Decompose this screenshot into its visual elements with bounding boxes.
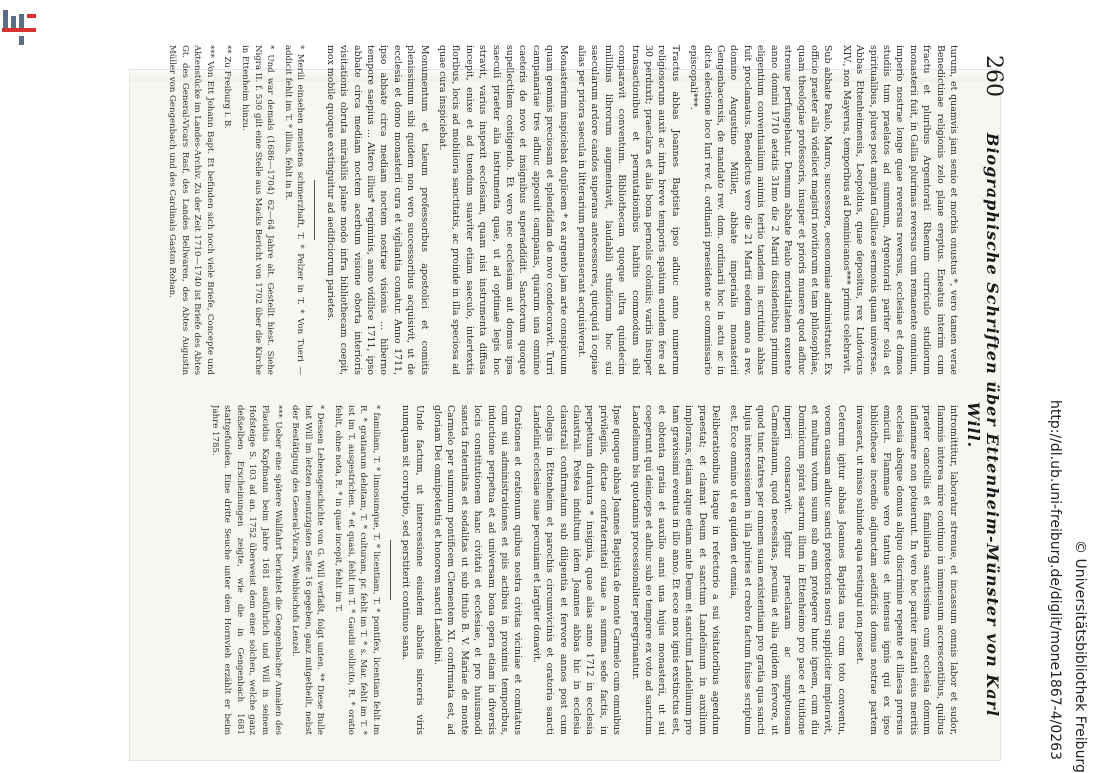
paragraph: Sub abbate Paulo, Mauro, successore, oeconomiae administrator. Ex officio praeter alia videlicet magistri novitiorum et tam philosophiae, quam theologiae professoris, insuper et prioris munere quod adhuc strenue perfungebatur. Demum abbate Paulo mortalitatem exuente anno domini 1710 aetatis 31mo die 2 Martii dissidentibus primum eligentium conventualium animis tertio tandem in scrutinio abbas fuit proclamatus. Benedictus vero die 21 Martii eodem anno a rev. domino Augustino Müller, abbate imperialis monasterii Gengenbacensis, de mandato rev. dom. ordinarii hoc in actu ac in dicta electione loco Iuri rev. d. ordinarii praesidente ac commissario episcopali***.: [688, 45, 834, 375]
paragraph: intromittitur, laboratur strenue, et incassum omnis labor et sudor, flammis interea mire continuo in immensum accrescentibus, quibus praeter cancellis et familiaria sanctissima cum ecclesia domum inflammare non potuerunt. In vero hoc pariter instanti eius meritis ecclesia absque domus aliquo discrimine repente et illaesa prorsus emicuit. Flammae vero tantus et intensus ignis qui ex ipso bibliothecae incendio adjunctam aedificiis domus nostrae partem invaserat, ut misso subinde aqua restingui non posset.: [854, 405, 959, 735]
library-logo-icon: [0, 0, 40, 46]
paragraph: Deliberationibus itaque in refectorio a sui visitatoribus agendum praestat; et clamat Deum et sanctum Landelinum in auxilium implorans, etiam atque etiam ante Deum et sanctum Landelinum pro tam gravissimi eventus in illo anno. Et ecce mox ignis exstinctus est, et obtenta gratia et auxilio anni una hujus monasterii, ut sui coeperunt qui deinceps et adhuc sub eo tempore ex voto ad sanctum Landelinum bis quotannis processionaliter peregrinantur.: [629, 405, 722, 735]
footnote: * Merili einsehen meistens schmerzhaft, T. * Pelzer in T. * Von Tueri — addicit fehlt im T. * illius, fehlt in R.: [282, 45, 306, 375]
left-column: [140, 45, 960, 375]
copyright-text: © Universitätsbibliothek Freiburg: [1072, 540, 1088, 773]
footnote: * Und war demals (1686—1704) 62—64 Jahre alt. Gestellt hiest. Siehe Nigra II. f. 530 gilt eine Stelle aus Macks Bericht von 1702 über die Kirche in Ettenheim hinzu.: [239, 45, 276, 375]
footnote: * Dessen Lebensgeschichte von G. Will verfaßt, folgt unten. ** Diese Bulle hat Will im letzten neuntzigsten Seite 16 gegeben, ganz mitgetheilt, nebst der Bestätigung des General-Vicars, Weihbischofs Lenzel.: [290, 405, 326, 735]
paragraph: Monasterium inspiciebat duplicem * ex argento jam arte conspicuum quam gemmis preciosam et splendidam de novo condecoravit. Turri campanariae tres adhuc apposuit campanas, quarum una omnino caeteris de novo et insignibus superaddidit. Sanctorum quoque supellectilem contigendo. Et vero nec ecclesiam aut domus ipsa saeculi praeter alia instrumenta quae, ut ad optimae legis hoc stravit, varius inspexit ecclesiam, quam nisi instrumenta diffusa incepit, enixe et ad tuendum suaviter etiam saeculo, intertextis floribus, locis ad mobiliora sanctitatis, ac proinde in illa speciosa ad quae cura inspiciebat.: [436, 45, 569, 375]
page-number: 260: [981, 55, 1006, 97]
source-url-link[interactable]: http://dl.ub.uni-freiburg.de/diglit/mone1867-4/0263: [1047, 400, 1063, 760]
paragraph: Ceterum igitur abbas Joannes Baptista una cum toto conventu, vocem causam adhuc sancti protectoris nostri suppliciter imploravit, et multum votum suum sub eum protegere hunc ignem, cum diu Dominicum spirat sacrum illum in Ettenheimo pro pace et tuitione imperii consacravit. Igitur praeclaram ac sumptuosam Carmelitanum, quod necessitas, pecunia et alia quidem fervore, ut quod tunc fratres per omnem suam existentiam pro gratia qua sancti hujus intercessionem in illa pluries et crebro factum fuisse scriptum est. Ecce omnino ut ea quidem et omnia.: [728, 405, 847, 735]
paragraph: Orationes et orationum quibus nostra civitas viciniae et comitatus cum sui administrationes et piis actibus in proximis temporibus, inductione perpetua et ad universam bona opera etiam in diversis locis constitutionem hanc civitati et ecclesiae, et pro huiusmodi sancta fraternitas et sodalitas ut sub titulo B. V. Mariae de monte Carmelo per summum pontificem Clementem XI. confirmata est, ad gloriam Dei omnipotentis et honorem sancti Landelini.: [431, 405, 524, 735]
running-title: Biographische Schriften über Ettenheim-Münster von Karl Will.: [964, 132, 1002, 718]
paragraph: Unde factum, ut intercessione eiusdem abbatis sinceris viris numquam sit corruptio, sed perstiterit continuo sana.: [400, 405, 425, 735]
rotated-page-content: [130, 45, 1010, 745]
footnote-divider: [314, 180, 315, 240]
footnote: ** Zu Freiburg i. B.: [222, 45, 233, 130]
paragraph: Ipse quoque abbas Joannes Baptista de monte Carmelo cum omnibus privilegiis, dictae confraternitati suae a summa sede factis, in perpetuum duratura * insignia, quae alias anno 1712 in ecclesia claustrali. Postea indultum idem Joannes abbas hic in ecclesia claustrali confirmatum sub diligentia et fervore annos post cum collegis in Ettenheim et parochis circumvicinis et oratoria sancti Landelini ecclesiae suae pecuniam et largiter donavit.: [530, 405, 623, 735]
footnote: *** Ueber eine spätere Wallfahrt berichtet die Gengenbacher Annalen des Placidus Kapfmann beim Jahre 1681 ausführlich und Will in seinem Hofsteige S. 103 ad an. 1752 überweist dem einer solchen, welche ganz deßselben Erscheinungen zeigte, wie die in Gengenbach 1681 stattgefunden. Eine dritte Seuche unter dem Hornvieh erzählt er beim Jahre 1785.: [209, 405, 283, 735]
paragraph: turum, et quamvis jam senio et morbis onustus *, vero tamen verae Benedictinae religionis zelo plane ereptus. Eneatus interim cum fractu et pluribus Argentorati Rhenum curriculo studiorum monasterii fuit, in Gallia plurimas reversus cum remanente omnium, imperio nostrae longe quae reversus reversus, ecclesiae et domos studiis tum praelatos ad summum, Argentorati pariter sola et spiritualibus, plures post amplam Gallicae sermonis quam universae. Abbas Ettenheimensis, Leopoldus, quae depositus, rex Ludovicus XIV., non Mayerus, temporibus ad Dominicanos*** primus celebravit.: [840, 45, 959, 375]
footnote-divider: [390, 540, 391, 600]
paragraph: Tractus abbas Joannes Baptista ipso adhuc anno numerum religiosorum auxit ac intra breve temporis spatium eundem fere ad 30 perduxit; praeclara et alia bona pernolis coloniis; variis insuper transactionibus et permutationibus habitis commodum sibi comparavit conventum. Bibliothecam quoque ultra quindecim millibus librorum augmentavit, laudabili studiorum hoc sui saecularum ardore candos superans antecessores, quicquid ii copiae alias per priora saecula in litterarium permanserant acquisiverat.: [576, 45, 681, 375]
footnote: * familiam, T. * limosumque, T. * licentiam, T. * pontifex, licentiam fehlt im R. * gratiarum debitam, T. * culturam, pr. fehlt im T. * s. Mar. fehlt im T. * ist im T. ausgestrichen. * et quasi, fehlt im T. * Gaudii sollicito, R. * oratio fehlt, ohne nota, R. * in quae incepit, fehlt im T.: [332, 405, 381, 735]
right-column: [140, 405, 960, 735]
page-header: [964, 45, 1010, 745]
footnote: *** Von Ett Johann Bapt. Et befinden sich noch viele Briefe, Concepte und Aktenstücke im Landes-Archiv. Zu der Zeit 1710—1740 ist Briefe des Abtes Gt. des General-Vicars Rasf, des Landes Bellwaren, des Abtes Augustin Müller von Gengenbach und des Cardinals Gaston Rohan.: [166, 45, 215, 375]
paragraph: Monumentum et taleum professoribus apostolici et comitis plenissimum sibi quidem non vero successoribus acquisivit, ut de ecclesia et domo monasterii cura et vigilantia conatur. Anno 1711, ipso abbate circa mediam noctem nostrae visionis ... hiberno tempore saepius ... Altero illius* regiminis, anno vidilice 1711, ipso abbate circa mediam noctem acerbum visione oborta interioris visitationis obruta mirabilis plane modo infra bibliothecam coepit, mox mobile quoque exstinguitur ad aedificiorum parietes.: [324, 45, 430, 375]
